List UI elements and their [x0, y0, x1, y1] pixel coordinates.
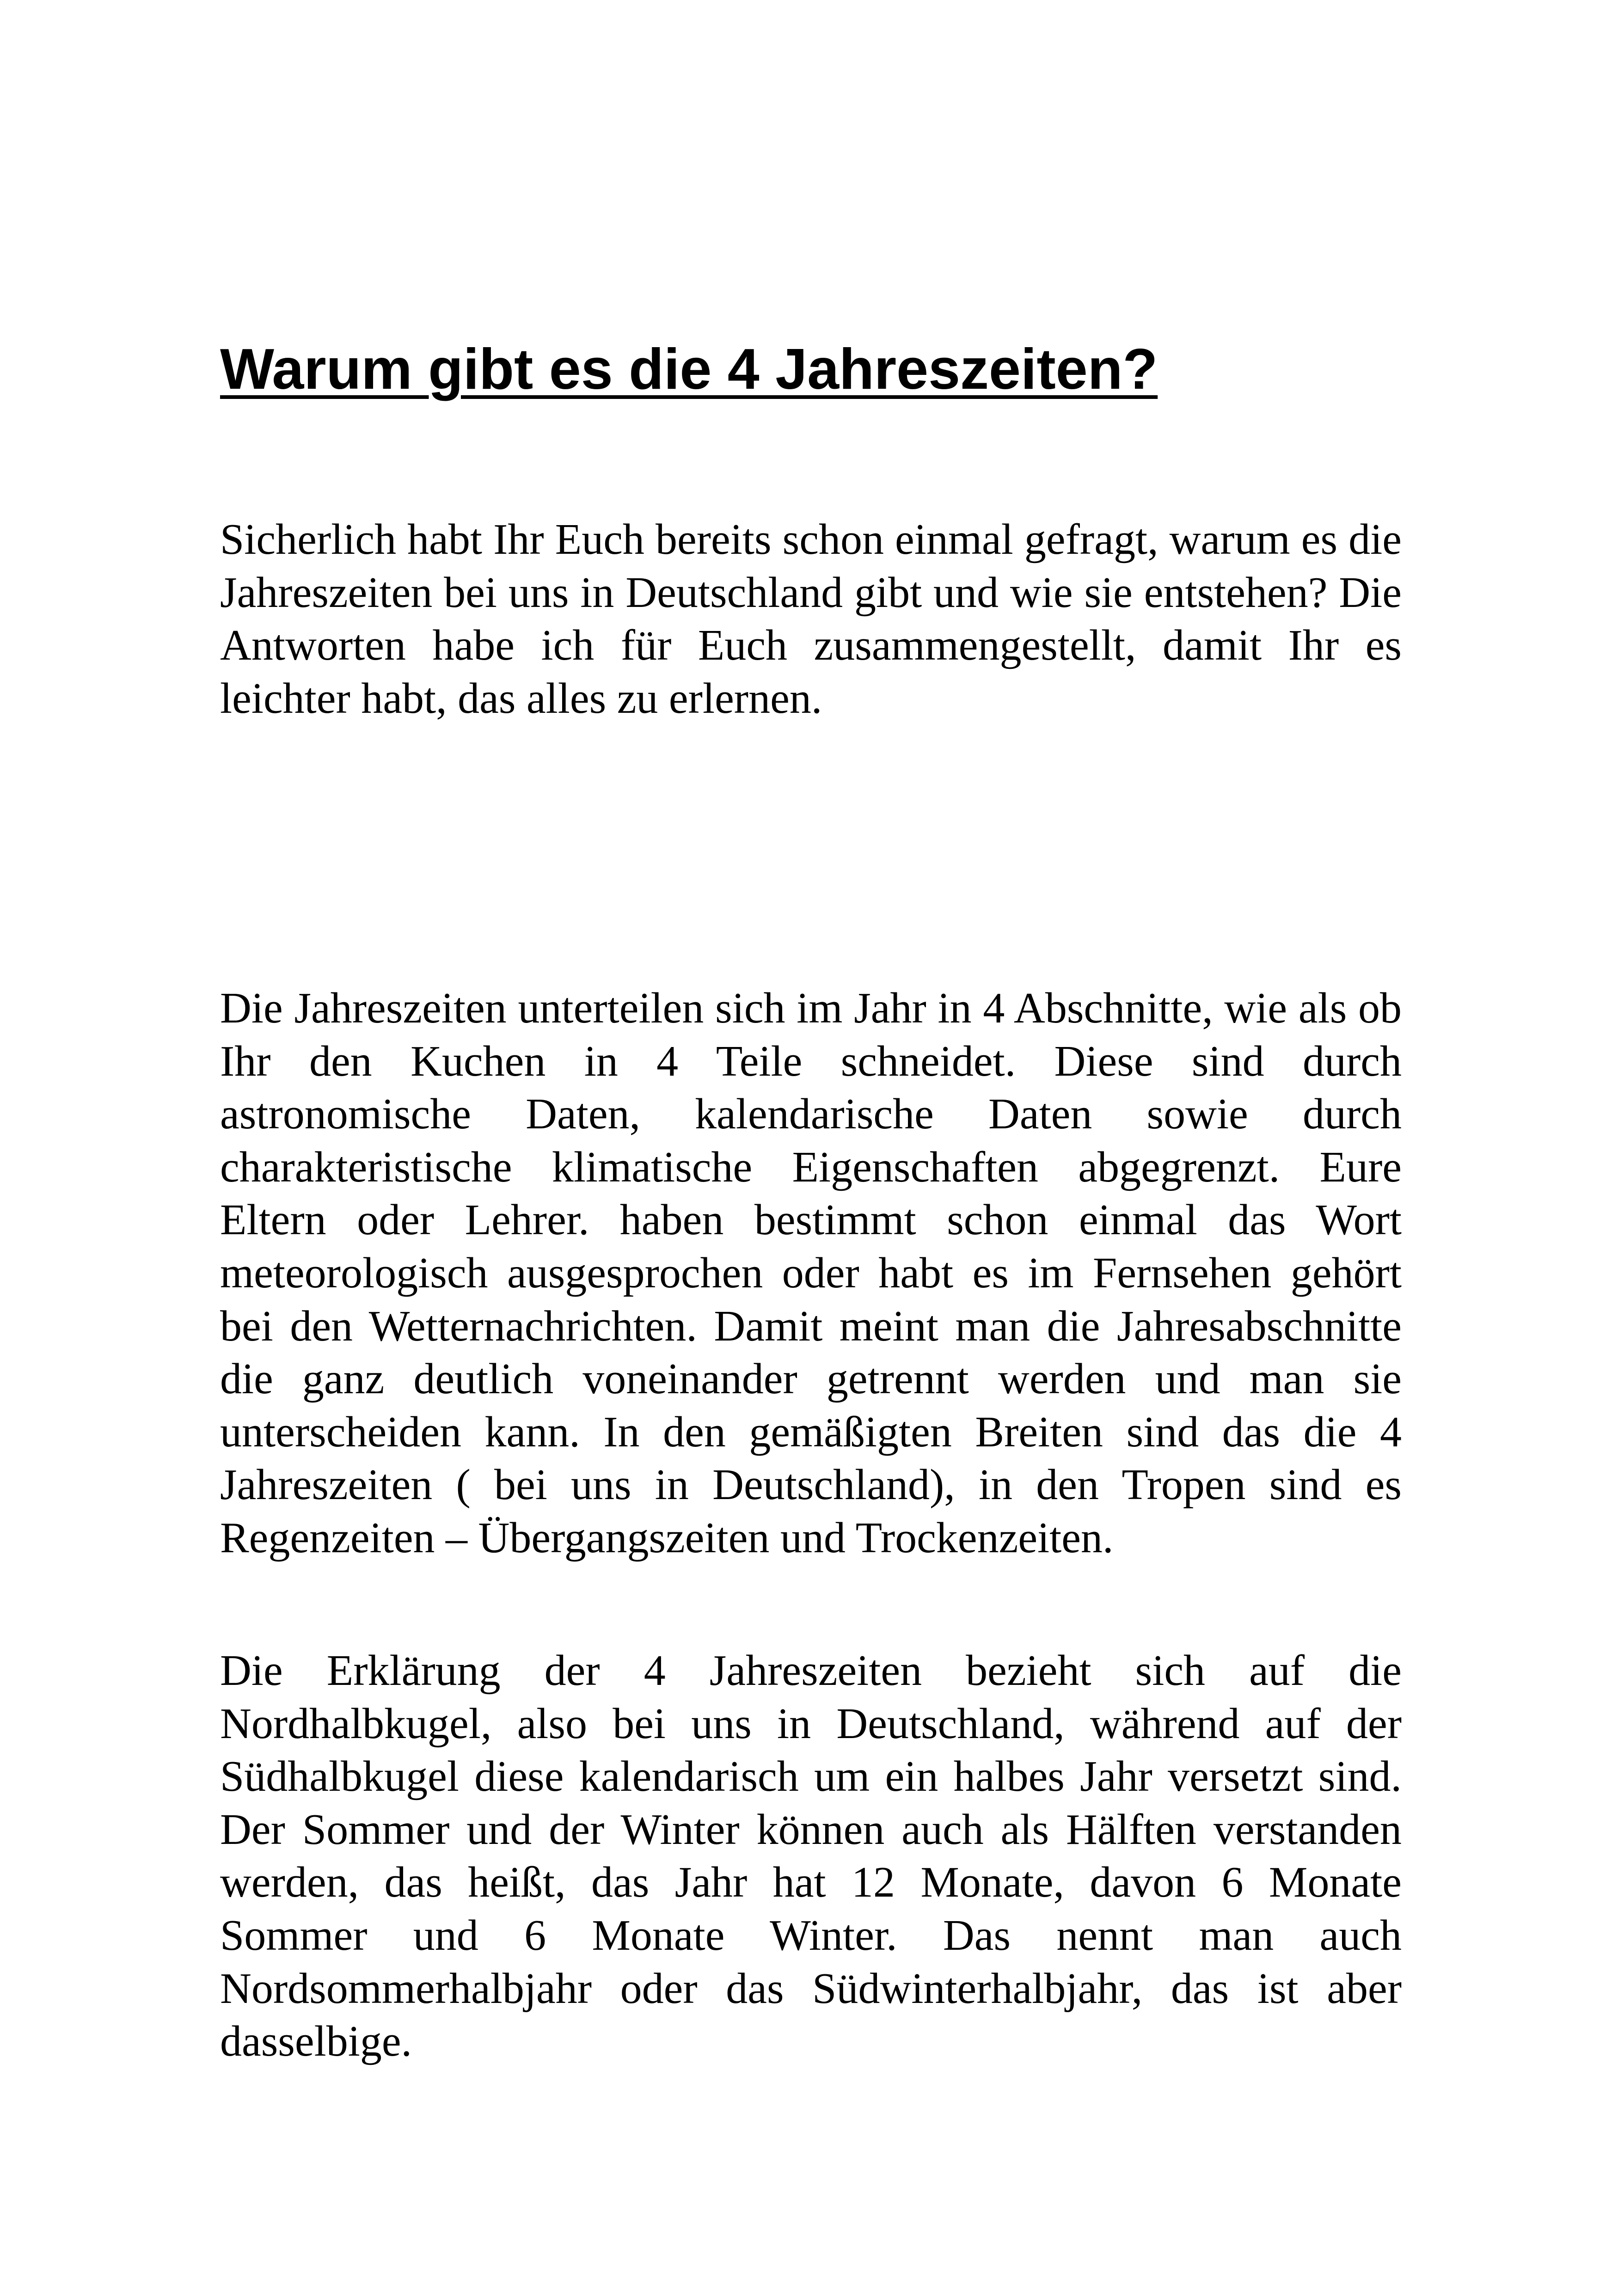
paragraph-seasons-division: Die Jahreszeiten unterteilen sich im Jahr in 4 Abschnitte, wie als ob Ihr den Kuchen in 4 Teile schneidet. Diese sind durch astronomische Daten, kalendarische Daten sowie durch charakteristische klimatische Eigenschaften abgegrenzt. Eure Eltern oder Lehrer. haben bestimmt schon einmal das Wort meteorologisch ausgesprochen oder habt es im Fernsehen gehört bei den Wetternachrichten. Damit meint man die Jahresabschnitte die ganz deutlich voneinander getrennt werden und man sie unterscheiden kann. In den gemäßigten Breiten sind das die 4 Jahreszeiten ( bei uns in Deutschland), in den Tropen sind es Regenzeiten – Übergangszeiten und Trockenzeiten. — [220, 984, 1402, 1562]
document-title: Warum gibt es die 4 Jahreszeiten? — [220, 337, 1158, 401]
paragraph-intro: Sicherlich habt Ihr Euch bereits schon einmal gefragt, warum es die Jahreszeiten bei uns in Deutschland gibt und wie sie entstehen? Die Antworten habe ich für Euch zusammengestellt, damit Ihr es leichter habt, das alles zu erlernen. — [220, 515, 1402, 722]
paragraph-hemisphere-explanation: Die Erklärung der 4 Jahreszeiten bezieht sich auf die Nordhalbkugel, also bei uns in Deutschland, während auf der Südhalbkugel diese kalendarisch um ein halbes Jahr versetzt sind. Der Sommer und der Winter können auch als Hälften verstanden werden, das heißt, das Jahr hat 12 Monate, davon 6 Monate Sommer und 6 Monate Winter. Das nennt man auch Nordsommerhalbjahr oder das Südwinterhalbjahr, das ist aber dasselbige. — [220, 1647, 1402, 2066]
